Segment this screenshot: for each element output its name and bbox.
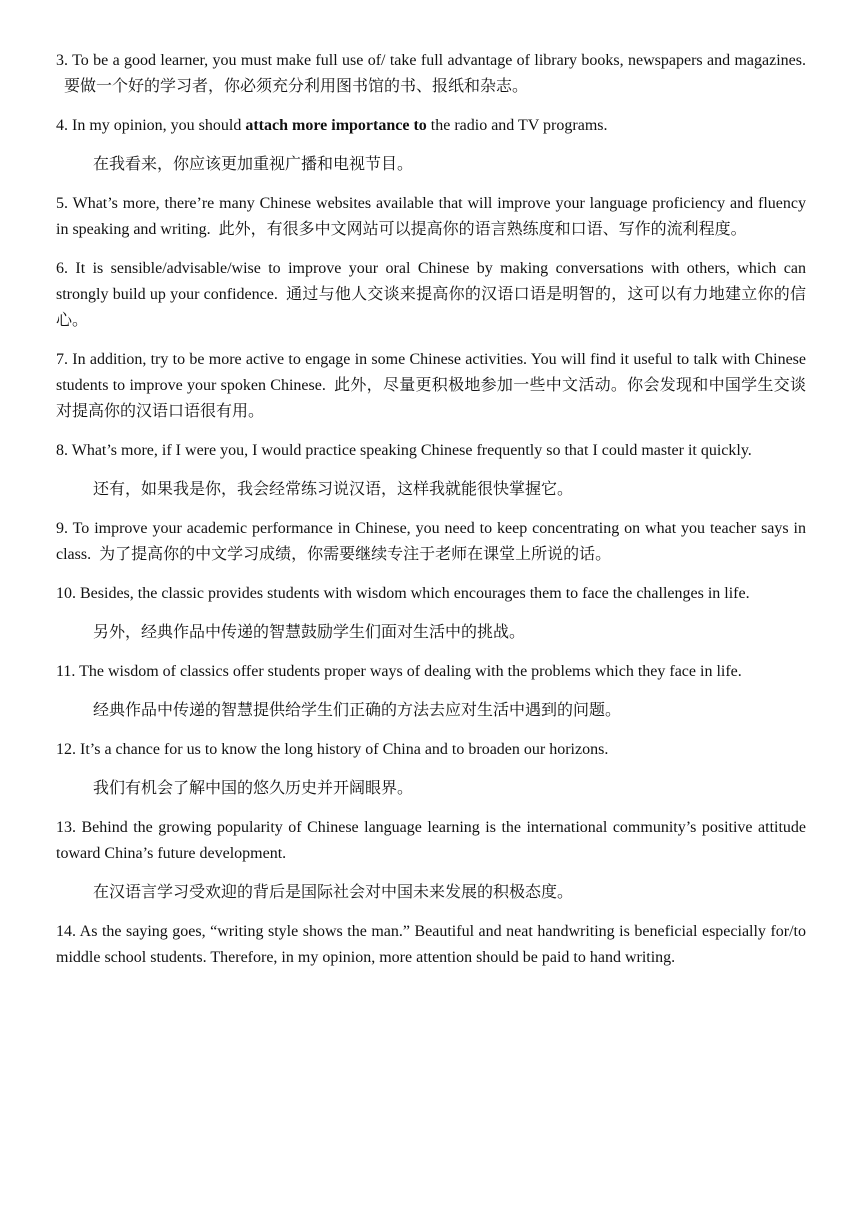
sentence-8 xyxy=(56,438,806,464)
sentence-8-zh: 还有，如果我是你，我会经常练习说汉语，这样我就能很快掌握它。 xyxy=(93,481,574,498)
sentence-4-en-bold-phrase: attach more importance to xyxy=(245,117,427,134)
sentence-4-en-before: 4. In my opinion, you should xyxy=(56,117,246,134)
sentence-7-zh: 此外，尽量更积极地参加一些中文活动。你会发现和中国学生交谈对提高你的汉语口语很有用。 xyxy=(56,377,806,420)
sentence-10-zh: 另外，经典作品中传递的智慧鼓励学生们面对生活中的挑战。 xyxy=(93,624,526,641)
sentence-4-en-after: the radio and TV programs. xyxy=(426,117,608,134)
sentence-11 xyxy=(56,659,806,685)
sentence-7-en: 7. In addition, try to be more active to engage in some Chinese activities. You will find it useful to talk with Chinese students to improve your spoken Chinese. xyxy=(56,351,806,394)
sentence-4 xyxy=(56,113,806,139)
sentence-8-en: 8. What’s more, if I were you, I would practice speaking Chinese frequently so that I could master it quickly. xyxy=(56,442,752,459)
sentence-9 xyxy=(56,516,806,568)
sentence-14-en: 14. As the saying goes, “writing style shows the man.” Beautiful and neat handwriting is beneficial especially for/to middle school students. Therefore, in my opinion, more attention should be paid to hand writing. xyxy=(56,923,806,966)
sentence-3-zh: 要做一个好的学习者，你必须充分利用图书馆的书、报纸和杂志。 xyxy=(64,78,529,95)
sentence-3 xyxy=(56,48,806,100)
sentence-4-zh: 在我看来，你应该更加重视广播和电视节目。 xyxy=(93,156,414,173)
sentence-5-en: 5. What’s more, there’re many Chinese websites available that will improve your language proficiency and fluency in speaking and writing. xyxy=(56,195,806,238)
sentence-12-zh: 我们有机会了解中国的悠久历史并开阔眼界。 xyxy=(93,780,414,797)
sentence-6-zh: 通过与他人交谈来提高你的汉语口语是明智的，这可以有力地建立你的信心。 xyxy=(56,286,806,329)
sentence-13-en: 13. Behind the growing popularity of Chinese language learning is the international community’s positive attitude toward China’s future development. xyxy=(56,819,806,862)
sentence-13-zh: 在汉语言学习受欢迎的背后是国际社会对中国未来发展的积极态度。 xyxy=(93,884,574,901)
sentence-9-en: 9. To improve your academic performance in Chinese, you need to keep concentrating on what you teacher says in class. xyxy=(56,520,806,563)
sentence-5 xyxy=(56,191,806,243)
sentence-14 xyxy=(56,919,806,971)
sentence-5-zh: 此外，有很多中文网站可以提高你的语言熟练度和口语、写作的流利程度。 xyxy=(218,221,747,238)
sentence-7 xyxy=(56,347,806,425)
sentence-11-en: 11. The wisdom of classics offer students proper ways of dealing with the problems which they face in life. xyxy=(56,663,742,680)
sentence-11-zh: 经典作品中传递的智慧提供给学生们正确的方法去应对生活中遇到的问题。 xyxy=(93,702,622,719)
sentence-6-en: 6. It is sensible/advisable/wise to improve your oral Chinese by making conversations with others, which can strongly build up your confidence. xyxy=(56,260,806,303)
sentence-13 xyxy=(56,815,806,867)
sentence-9-zh: 为了提高你的中文学习成绩，你需要继续专注于老师在课堂上所说的话。 xyxy=(99,546,612,563)
sentence-3-en: 3. To be a good learner, you must make full use of/ take full advantage of library books, newspapers and magazines. xyxy=(56,52,806,69)
sentence-6 xyxy=(56,256,806,334)
sentence-10-en: 10. Besides, the classic provides students with wisdom which encourages them to face the challenges in life. xyxy=(56,585,750,602)
sentence-12-en: 12. It’s a chance for us to know the long history of China and to broaden our horizons. xyxy=(56,741,609,758)
document-page xyxy=(56,48,806,984)
sentence-10 xyxy=(56,581,806,607)
sentence-12 xyxy=(56,737,806,763)
